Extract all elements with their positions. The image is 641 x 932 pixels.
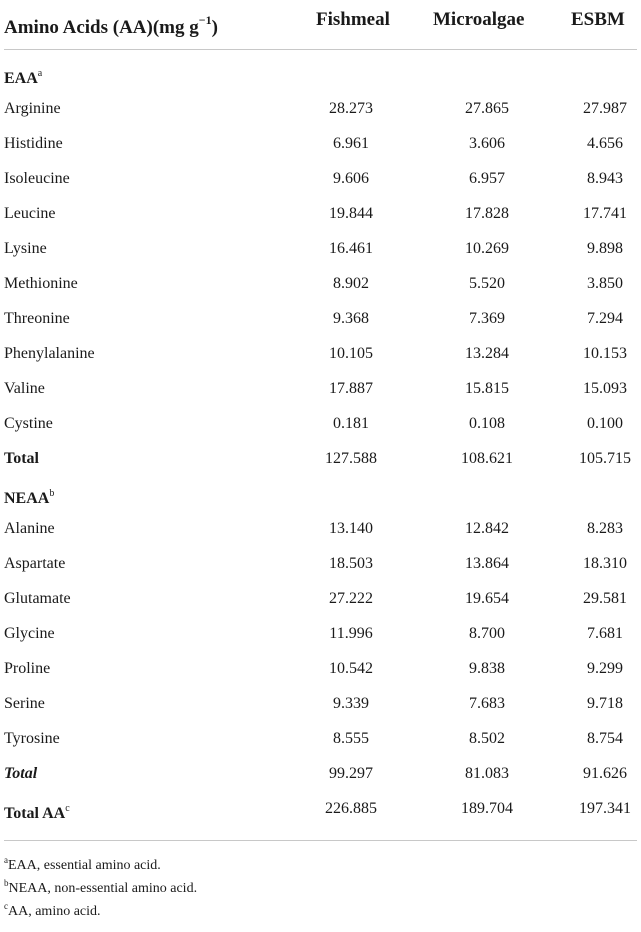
- cell-fishmeal: 9.368: [333, 310, 369, 327]
- cell-fishmeal: 9.606: [333, 170, 369, 187]
- row-label: Leucine: [4, 205, 56, 222]
- cell-esbm: 15.093: [583, 380, 627, 397]
- cell-microalgae: 12.842: [465, 520, 509, 537]
- cell-fishmeal: 0.181: [333, 415, 369, 432]
- section-header-neaa: NEAA$^b$: [4, 488, 55, 507]
- cell-microalgae: 8.700: [469, 625, 505, 642]
- cell-fishmeal: 28.273: [329, 100, 373, 117]
- cell-microalgae: 27.865: [465, 100, 509, 117]
- row-label: Arginine: [4, 100, 61, 117]
- cell-microalgae: 189.704: [461, 800, 513, 817]
- row-label: Cystine: [4, 415, 53, 432]
- cell-microalgae: 9.838: [469, 660, 505, 677]
- table-row: [0, 406, 641, 441]
- cell-esbm: 4.656: [587, 135, 623, 152]
- cell-fishmeal: 8.555: [333, 730, 369, 747]
- total-aa-row: [0, 791, 641, 826]
- cell-microalgae: 108.621: [461, 450, 513, 467]
- row-label: Isoleucine: [4, 170, 70, 187]
- cell-fishmeal: 8.902: [333, 275, 369, 292]
- table-row: [0, 371, 641, 406]
- cell-esbm: 8.283: [587, 520, 623, 537]
- row-label: Total $AA^c$: [4, 803, 70, 822]
- footer-divider: [4, 840, 637, 841]
- table-row: [0, 161, 641, 196]
- cell-fishmeal: 27.222: [329, 590, 373, 607]
- column-header-fishmeal: Fishmeal: [316, 9, 390, 30]
- row-label: Serine: [4, 695, 45, 712]
- cell-esbm: 9.718: [587, 695, 623, 712]
- cell-esbm: 3.850: [587, 275, 623, 292]
- table-row: [0, 336, 641, 371]
- row-label: Total: [4, 765, 38, 782]
- row-label: Threonine: [4, 310, 70, 327]
- cell-microalgae: 8.502: [469, 730, 505, 747]
- row-label: Aspartate: [4, 555, 66, 572]
- table-row: [0, 196, 641, 231]
- cell-microalgae: 19.654: [465, 590, 509, 607]
- cell-microalgae: 6.957: [469, 170, 505, 187]
- cell-esbm: 10.153: [583, 345, 627, 362]
- column-header-amino-acids: Amino Acids (AA)(mg $g^{-1}$): [4, 13, 218, 38]
- cell-esbm: 7.294: [587, 310, 623, 327]
- cell-fishmeal: 127.588: [325, 450, 377, 467]
- table-row: [0, 546, 641, 581]
- row-label: Alanine: [4, 520, 55, 537]
- table-row: [0, 616, 641, 651]
- table-row: [0, 231, 641, 266]
- row-label: Valine: [4, 380, 45, 397]
- table-header: [0, 0, 641, 56]
- cell-microalgae: 81.083: [465, 765, 509, 782]
- cell-microalgae: 10.269: [465, 240, 509, 257]
- table-row: [0, 511, 641, 546]
- cell-esbm: 105.715: [579, 450, 631, 467]
- row-label: Total: [4, 450, 39, 467]
- header-divider: [4, 49, 637, 50]
- row-label: Histidine: [4, 135, 63, 152]
- table-row: [0, 301, 641, 336]
- column-header-esbm: ESBM: [571, 9, 625, 30]
- footnote-c: $^c$AA, amino acid.: [4, 901, 101, 919]
- table-row: [0, 651, 641, 686]
- cell-esbm: 9.299: [587, 660, 623, 677]
- cell-esbm: 91.626: [583, 765, 627, 782]
- cell-fishmeal: 13.140: [329, 520, 373, 537]
- cell-esbm: 17.741: [583, 205, 627, 222]
- cell-fishmeal: 11.996: [329, 625, 373, 642]
- section-header-eaa: EAA$^a$: [4, 68, 43, 87]
- cell-microalgae: 13.864: [465, 555, 509, 572]
- cell-microalgae: 5.520: [469, 275, 505, 292]
- cell-microalgae: 3.606: [469, 135, 505, 152]
- table-row: [0, 686, 641, 721]
- neaa-total-row: [0, 756, 641, 791]
- cell-microalgae: 17.828: [465, 205, 509, 222]
- cell-esbm: 9.898: [587, 240, 623, 257]
- cell-esbm: 8.754: [587, 730, 623, 747]
- table-row: [0, 581, 641, 616]
- cell-esbm: 18.310: [583, 555, 627, 572]
- cell-esbm: 7.681: [587, 625, 623, 642]
- cell-esbm: 0.100: [587, 415, 623, 432]
- table-row: [0, 126, 641, 161]
- cell-fishmeal: 226.885: [325, 800, 377, 817]
- cell-fishmeal: 17.887: [329, 380, 373, 397]
- row-label: Phenylalanine: [4, 345, 95, 362]
- table-row: [0, 266, 641, 301]
- row-label: Tyrosine: [4, 730, 60, 747]
- row-label: Glycine: [4, 625, 55, 642]
- eaa-total-row: [0, 441, 641, 476]
- cell-microalgae: 0.108: [469, 415, 505, 432]
- column-header-microalgae: Microalgae: [433, 9, 525, 30]
- cell-fishmeal: 99.297: [329, 765, 373, 782]
- cell-esbm: 8.943: [587, 170, 623, 187]
- footnote-b: $^b$NEAA, non-essential amino acid.: [4, 878, 198, 896]
- cell-fishmeal: 19.844: [329, 205, 373, 222]
- cell-esbm: 27.987: [583, 100, 627, 117]
- table-body: [0, 56, 641, 826]
- cell-fishmeal: 10.105: [329, 345, 373, 362]
- cell-microalgae: 13.284: [465, 345, 509, 362]
- row-label: Glutamate: [4, 590, 71, 607]
- row-label: Lysine: [4, 240, 47, 257]
- cell-esbm: 197.341: [579, 800, 631, 817]
- footnotes: [0, 841, 641, 918]
- row-label: Methionine: [4, 275, 78, 292]
- cell-fishmeal: 10.542: [329, 660, 373, 677]
- cell-fishmeal: 16.461: [329, 240, 373, 257]
- table-row: [0, 91, 641, 126]
- cell-fishmeal: 6.961: [333, 135, 369, 152]
- footnote-a: $^a$EAA, essential amino acid.: [4, 855, 161, 873]
- cell-microalgae: 15.815: [465, 380, 509, 397]
- row-label: Proline: [4, 660, 51, 677]
- cell-fishmeal: 18.503: [329, 555, 373, 572]
- table-row: [0, 721, 641, 756]
- cell-fishmeal: 9.339: [333, 695, 369, 712]
- cell-esbm: 29.581: [583, 590, 627, 607]
- cell-microalgae: 7.683: [469, 695, 505, 712]
- cell-microalgae: 7.369: [469, 310, 505, 327]
